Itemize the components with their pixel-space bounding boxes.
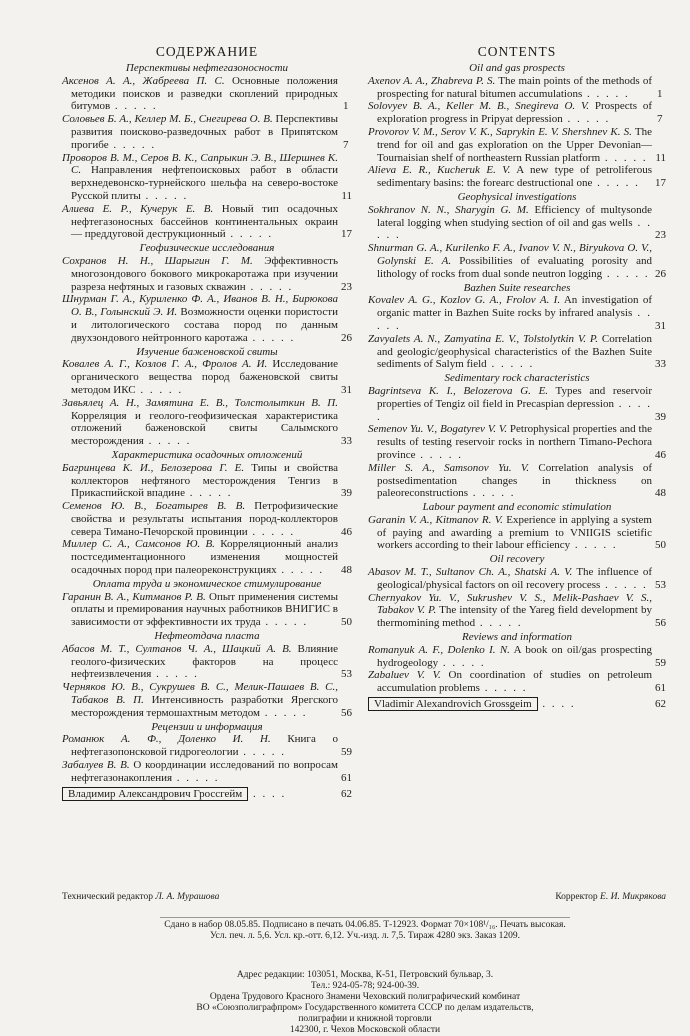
entry-title: Корреляция и геолого-геофизическая характеристика отложений баженовской свиты Салымского месторождения bbox=[71, 409, 338, 448]
entry-authors: Ковалев А. Г., Козлов Г. А., Фролов А. И. bbox=[62, 358, 268, 371]
tech-editor-label: Технический редактор bbox=[62, 892, 153, 902]
imprint-divider bbox=[160, 917, 570, 918]
entry-page-number: 23 bbox=[655, 229, 666, 242]
entry-authors: Axenov A. A., Zhabreva P. S. bbox=[368, 74, 496, 87]
toc-entry bbox=[368, 242, 666, 280]
leader-dots: . . . . . bbox=[238, 746, 286, 759]
entry-page-number: 26 bbox=[655, 267, 666, 280]
entry-page-number: 23 bbox=[341, 280, 352, 293]
entry-authors: Черняков Ю. В., Сукрушев В. С., Мелик-Пашаев В. С., Табаков В. П. bbox=[62, 681, 338, 707]
toc-entry bbox=[62, 591, 352, 629]
memorial-entry bbox=[62, 787, 352, 801]
entry-title: An investigation of organic matter in Bazhen Suite rocks by infrared analysis bbox=[377, 294, 652, 320]
section-heading: Рецензии и информация bbox=[151, 720, 263, 733]
entry-title: Петрофизические свойства и результаты испытания пород-коллекторов севера Тимано-Печорской провинции bbox=[71, 500, 338, 538]
leader-dots: . . . . . bbox=[140, 189, 189, 202]
leader-dots: . . . . . bbox=[468, 487, 516, 500]
toc-entry bbox=[368, 294, 666, 332]
entry-title: The main points of the methods of prospecting for natural bitumen accumulations bbox=[377, 74, 652, 100]
entry-title: The influence of geological/physical factors on oil recovery process bbox=[377, 566, 652, 591]
entry-authors: Solovyev B. A., Keller M. B., Snegireva O. V. bbox=[368, 100, 590, 113]
english-contents-list bbox=[368, 62, 666, 711]
toc-entry bbox=[62, 733, 352, 759]
entry-title: Возможности оценки пористости и литологического состава пород по данным двухзондового нейтронного каротажа bbox=[71, 306, 338, 344]
section-heading: Оплата труда и экономическое стимулирование bbox=[92, 577, 322, 590]
corrector-label: Корректор bbox=[555, 892, 598, 902]
entry-title: Корреляционный анализ постседиментационного изменения мощностей осадочных пород при палеореконструкциях bbox=[71, 538, 338, 577]
entry-page-number: 61 bbox=[341, 771, 352, 784]
entry-page-number: 31 bbox=[341, 383, 352, 396]
memorial-page-number: 62 bbox=[655, 698, 666, 711]
toc-entry bbox=[368, 164, 666, 190]
address-line-3: Ордена Трудового Красного Знамени Чеховский полиграфический комбинат bbox=[209, 992, 521, 1002]
section-heading: Перспективы нефтегазоносности bbox=[125, 62, 289, 74]
entry-authors: Проворов В. М., Серов В. К., Сапрыкин Э. В., Шершнев К. С. bbox=[62, 151, 338, 177]
entry-page-number: 17 bbox=[341, 228, 352, 241]
russian-contents-list bbox=[62, 62, 352, 801]
leader-dots: . . . . . bbox=[475, 617, 523, 630]
leader-dots: . . . . . bbox=[225, 228, 274, 241]
toc-entry bbox=[368, 333, 666, 371]
print-imprint bbox=[100, 917, 630, 942]
leader-dots: . . . . . bbox=[151, 668, 199, 681]
entry-title: Correlation and geologic/geophysical characteristics of the Bazhen Suite sediments of Salym field bbox=[377, 332, 652, 371]
section-heading: Oil and gas prospects bbox=[469, 62, 565, 74]
entry-page-number: 33 bbox=[341, 435, 352, 448]
entry-authors: Завьялец А. Н., Замятина Е. В., Толстолыткин В. П. bbox=[62, 396, 338, 409]
leader-dots: . . . . . bbox=[486, 358, 535, 371]
section-heading: Bazhen Suite researches bbox=[463, 281, 571, 294]
entry-title: A book on oil/gas prospecting hydrogeology bbox=[377, 643, 652, 669]
entry-title: Основные положения методики поисков и разведки скоплений природных битумов bbox=[71, 74, 338, 113]
entry-title: Correlation analysis of postsedimentation changes in thickness on paleoreconstructions bbox=[377, 461, 653, 500]
leader-dots: . . . . . bbox=[602, 267, 650, 280]
leader-dots: . . . . . bbox=[600, 151, 648, 164]
entry-title: Petrophysical properties and the results of testing reservoir rocks in northern Timano-Pechora province bbox=[377, 423, 652, 461]
entry-page-number: 39 bbox=[341, 487, 352, 500]
entry-title: Types and reservoir properties of Tengiz oil field in Precaspian depression bbox=[377, 384, 652, 410]
entry-authors: Romanyuk A. F., Dolenko I. N. bbox=[368, 643, 510, 656]
corrector bbox=[555, 892, 666, 902]
section-heading: Характеристика осадочных отложений bbox=[111, 448, 303, 461]
entry-page-number: 46 bbox=[341, 525, 352, 538]
section-heading: Geophysical investigations bbox=[457, 190, 577, 203]
imprint-line-2: Усл. печ. л. 5,6. Усл. кр.-отт. 6,12. Уч.-изд. л. 7,5. Тираж 4280 экз. Заказ 1209. bbox=[209, 931, 521, 941]
entry-page-number: 56 bbox=[341, 706, 352, 719]
entry-page-number: 61 bbox=[655, 682, 666, 695]
memorial-name-box: Владимир Александрович Гроссгейм bbox=[62, 787, 248, 801]
entry-authors: Provorov V. M., Serov V. K., Saprykin E. V. Shershnev K. S. bbox=[368, 125, 632, 138]
entry-authors: Абасов М. Т., Султанов Ч. А., Шацкий А. В. bbox=[62, 642, 292, 655]
entry-authors: Zabaluev V. V. bbox=[368, 669, 441, 682]
entry-authors: Романюк А. Ф., Доленко И. Н. bbox=[62, 733, 271, 746]
entry-page-number: 56 bbox=[655, 617, 666, 630]
address-line-1: Адрес редакции: 103051, Москва, К-51, Петровский бульвар, 3. bbox=[236, 970, 494, 980]
entry-title: On coordination of studies on petroleum accumulation problems bbox=[377, 669, 653, 695]
entry-page-number: 59 bbox=[655, 656, 666, 669]
entry-page-number: 53 bbox=[655, 578, 666, 591]
toc-entry bbox=[368, 592, 666, 630]
toc-entry bbox=[368, 126, 666, 164]
entry-authors: Garanin V. A., Kitmanov R. V. bbox=[368, 513, 503, 526]
tech-editor bbox=[62, 892, 219, 902]
entry-authors: Chernyakov Yu. V., Sukrushev V. S., Melik-Pashaev V. S., Tabakov V. P. bbox=[368, 591, 652, 617]
section-heading: Sedimentary rock characteristics bbox=[444, 372, 590, 385]
toc-entry bbox=[368, 462, 666, 500]
section-heading: Геофизические исследования bbox=[139, 242, 275, 255]
entry-title: Интенсивность разработки Ярегского месторождения термошахтным методом bbox=[71, 694, 338, 719]
entry-page-number: 50 bbox=[655, 539, 666, 552]
russian-contents-title: СОДЕРЖАНИЕ bbox=[155, 44, 259, 59]
entry-title: A new type of petroliferous sedimentary basins: the forearc destructional one bbox=[377, 164, 652, 190]
entry-authors: Миллер С. А., Самсонов Ю. В. bbox=[62, 538, 215, 551]
russian-contents-column bbox=[62, 44, 352, 801]
entry-authors: Alieva E. R., Kucheruk E. V. bbox=[368, 164, 511, 177]
toc-entry bbox=[368, 669, 666, 695]
entry-authors: Sokhranov N. N., Sharygin G. M. bbox=[368, 203, 529, 216]
toc-entry bbox=[62, 397, 352, 448]
toc-entry bbox=[368, 423, 666, 461]
leader-dots: . . . . . bbox=[260, 616, 309, 629]
imprint-line-1: Сдано в набор 08.05.85. Подписано в печать 04.06.85. Т-12923. Формат 70×108¹/₁₆. Печать высокая. bbox=[164, 920, 566, 930]
leader-dots: . . . . . bbox=[582, 87, 630, 100]
toc-entry bbox=[62, 152, 352, 203]
section-heading: Oil recovery bbox=[489, 553, 545, 566]
entry-authors: Zavyalets A. N., Zamyatina E. V., Tolstolytkin V. P. bbox=[368, 332, 598, 345]
leader-dots: . . . . . bbox=[562, 113, 611, 126]
entry-authors: Семенов Ю. В., Богатырев В. В. bbox=[62, 500, 246, 513]
leader-dots: . . . . . bbox=[377, 397, 652, 423]
entry-title: Новый тип осадочных нефтегазоносных бассейнов континентальных окраин — преддуговой деструкционный bbox=[71, 202, 338, 241]
entry-title: Перспективы развития поисково-разведочных работ в Припятском прогибе bbox=[71, 113, 338, 151]
entry-title: Направления нефтепоисковых работ в области верхнедевонско-турнейского шельфа на северо-востоке Русской плиты bbox=[71, 164, 338, 202]
entry-authors: Kovalev A. G., Kozlov G. A., Frolov A. I. bbox=[368, 294, 561, 307]
toc-entry bbox=[368, 385, 666, 423]
entry-authors: Забалуев В. В. bbox=[62, 759, 130, 772]
entry-title: Experience in applying a system of paying and awarding a premium to VNIIGIS scietific workers according to their labour efficiency bbox=[377, 513, 652, 552]
toc-entry: Соловьев Б. А., Келлер М. Б., Снегирева О. В. Перспективы развития поисково-разведочных работ в Припятском прогибе . . . . . 7 bbox=[62, 113, 349, 151]
leader-dots: . . . . . bbox=[143, 435, 192, 448]
leader-dots: . . . . bbox=[537, 698, 576, 711]
entry-page-number: 31 bbox=[655, 319, 666, 332]
entry-authors: Гаранин В. А., Китманов Р. В. bbox=[62, 590, 206, 603]
leader-dots: . . . . . bbox=[438, 656, 486, 669]
toc-entry bbox=[62, 255, 352, 293]
leader-dots: . . . . . bbox=[479, 682, 528, 695]
section-heading: Нефтеотдача пласта bbox=[154, 630, 260, 643]
entry-page-number: 17 bbox=[655, 177, 666, 190]
toc-entry: Axenov A. A., Zhabreva P. S. The main points of the methods of prospecting for natural bitumen accumulations . . . . . 1 bbox=[368, 74, 663, 100]
address-line-5: полиграфии и книжной торговли bbox=[298, 1014, 432, 1024]
toc-entry bbox=[62, 358, 352, 396]
toc-entry bbox=[62, 538, 352, 576]
entry-title: Типы и свойства коллекторов нефтяного месторождения Тенгиз в Прикаспийской впадине bbox=[71, 461, 338, 500]
entry-page-number: 48 bbox=[655, 487, 666, 500]
leader-dots: . . . . . bbox=[108, 138, 157, 151]
entry-page-number: 26 bbox=[341, 331, 352, 344]
toc-entry: Solovyev B. A., Keller M. B., Snegireva O. V. Prospects of exploration progress in Pripyat depression . . . . . 7 bbox=[368, 100, 663, 126]
entry-authors: Шнурман Г. А., Куриленко Ф. А., Иванов В. Н., Бирюкова О. В., Голынский Э. И. bbox=[62, 293, 338, 319]
section-heading: Reviews and information bbox=[462, 631, 572, 644]
entry-title: Исследование органического вещества пород баженовской свиты методом ИКС bbox=[71, 358, 338, 396]
toc-entry bbox=[368, 644, 666, 670]
entry-authors: Соловьев Б. А., Келлер М. Б., Снегирева О. В. bbox=[62, 113, 273, 126]
entry-title: Possibilities of evaluating porosity and lithology of rocks from dual sonde neutron logging bbox=[377, 254, 652, 280]
section-heading: Изучение баженовской свиты bbox=[136, 345, 278, 358]
entry-authors: Bagrintseva K. I., Belozerova G. E. bbox=[368, 384, 549, 397]
leader-dots: . . . . . bbox=[377, 216, 652, 242]
publisher-address bbox=[80, 970, 650, 1036]
memorial-name-box: Vladimir Alexandrovich Grossgeim bbox=[368, 697, 538, 711]
memorial-entry bbox=[368, 697, 666, 711]
toc-entry bbox=[62, 203, 352, 241]
entry-page-number: 59 bbox=[341, 746, 352, 759]
section-heading: Labour payment and economic stimulation bbox=[422, 501, 612, 514]
entry-authors: Багринцева К. И., Белозерова Г. Е. bbox=[62, 461, 245, 474]
leader-dots: . . . . . bbox=[247, 525, 296, 538]
leader-dots: . . . . . bbox=[172, 771, 220, 784]
entry-title: Efficiency of multysonde lateral logging when studying section of oil and gas wells bbox=[377, 203, 652, 229]
entry-authors: Miller S. A., Samsonov Yu. V. bbox=[368, 461, 529, 474]
toc-entry bbox=[368, 204, 666, 242]
entry-title: О координации исследований по вопросам нефтегазонакопления bbox=[71, 759, 338, 784]
entry-page-number: 11 bbox=[341, 189, 352, 202]
leader-dots: . . . . . bbox=[135, 383, 184, 396]
leader-dots: . . . . . bbox=[600, 578, 648, 591]
toc-entry bbox=[368, 566, 666, 592]
tech-editor-name: Л. А. Мурашова bbox=[155, 892, 220, 902]
entry-title: The trend for oil and gas exploration on the Upper Devonian—Tournaisian shelf of northeastern Russian platform bbox=[377, 125, 653, 164]
entry-authors: Алиева Е. Р., Кучерук Е. В. bbox=[62, 202, 214, 215]
toc-entry: Аксенов А. А., Жабреева П. С. Основные положения методики поисков и разведки скоплений природных битумов . . . . . 1 bbox=[62, 74, 349, 113]
memorial-page-number: 62 bbox=[341, 787, 352, 800]
leader-dots: . . . . . bbox=[184, 487, 233, 500]
leader-dots: . . . . . bbox=[276, 564, 325, 577]
entry-page-number: 50 bbox=[341, 616, 352, 629]
toc-entry bbox=[368, 514, 666, 552]
entry-page-number: 39 bbox=[655, 410, 666, 423]
leader-dots: . . . . . bbox=[592, 177, 640, 190]
entry-page-number: 53 bbox=[341, 668, 352, 681]
toc-entry bbox=[62, 643, 352, 681]
toc-entry bbox=[62, 462, 352, 500]
leader-dots: . . . . bbox=[248, 787, 287, 800]
entry-title: Влияние геолого-физических факторов на процесс нефтеизвлечения bbox=[71, 642, 338, 681]
leader-dots: . . . . . bbox=[247, 331, 296, 344]
entry-authors: Аксенов А. А., Жабреева П. С. bbox=[62, 74, 225, 87]
toc-entry bbox=[62, 293, 352, 344]
toc-entry bbox=[62, 681, 352, 719]
entry-title: The intensity of the Yareg field development by thermomining method bbox=[377, 604, 652, 630]
entry-authors: Сохранов Н. Н., Шарыгин Г. М. bbox=[62, 254, 253, 267]
corrector-name: Е. И. Микрякова bbox=[600, 892, 666, 902]
leader-dots: . . . . . bbox=[259, 706, 308, 719]
entry-page-number: 11 bbox=[655, 151, 666, 164]
toc-entry bbox=[62, 500, 352, 538]
entry-title: Prospects of exploration progress in Pripyat depression bbox=[377, 100, 653, 126]
leader-dots: . . . . . bbox=[245, 280, 294, 293]
toc-entry bbox=[62, 759, 352, 785]
entry-title: Опыт применения системы оплаты и премирования научных работников ВНИГИС в зависимости от эффективности их труда bbox=[71, 590, 338, 629]
address-line-6: 142300, г. Чехов Московской области bbox=[289, 1025, 441, 1035]
entry-page-number: 48 bbox=[341, 564, 352, 577]
leader-dots: . . . . . bbox=[110, 100, 158, 113]
entry-title: Книга о нефтегазопонсковой гидрогеологии bbox=[71, 733, 338, 759]
entry-title: Эффективность многозондового бокового микрокаротажа при изучении разреза нефтяных и газовых скважин bbox=[71, 254, 338, 293]
address-line-2: Тел.: 924-05-78; 924-00-39. bbox=[310, 981, 420, 991]
leader-dots: . . . . . bbox=[415, 448, 463, 461]
english-contents-column bbox=[368, 44, 666, 711]
entry-page-number: 33 bbox=[655, 358, 666, 371]
english-contents-title: CONTENTS bbox=[477, 44, 557, 59]
entry-authors: Abasov M. T., Sultanov Ch. A., Shatski A. V. bbox=[368, 566, 573, 579]
entry-authors: Shnurman G. A., Kurilenko F. A., Ivanov V. N., Biryukova O. V., Golynski E. A. bbox=[368, 242, 652, 267]
leader-dots: . . . . . bbox=[570, 539, 618, 552]
leader-dots: . . . . . bbox=[377, 307, 653, 332]
address-line-4: ВО «Союзполиграфпром» Государственного комитета СССР по делам издательств, bbox=[196, 1003, 534, 1013]
entry-authors: Semenov Yu. V., Bogatyrev V. V. bbox=[368, 423, 507, 436]
entry-page-number: 46 bbox=[655, 448, 666, 461]
